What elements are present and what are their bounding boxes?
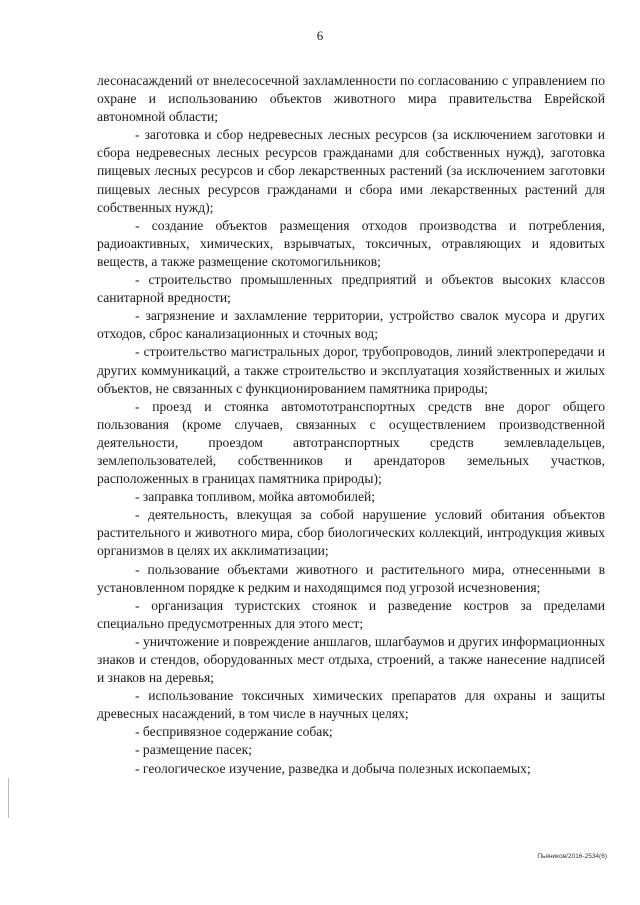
list-item: - использование токсичных химических препаратов для охраны и защиты древесных насаждений, в том числе в научных целях; (97, 688, 605, 722)
document-body (97, 72, 605, 778)
list-item: - проезд и стоянка автомототранспортных средств вне дорог общего пользования (кроме случаев, связанных с осуществлением производственной деятельности, проездом автотранспортных средств землевладельцев, землепользователей, собственников и арендаторов земельных участков, расположенных в границах памятника природы); (97, 398, 605, 487)
list-item: - организация туристских стоянок и разведение костров за пределами специально предусмотренных для этого мест; (97, 597, 605, 631)
list-item: - заготовка и сбор недревесных лесных ресурсов (за исключением заготовки и сбора недревесных лесных ресурсов гражданами для собственных нужд), заготовка пищевых лесных ресурсов и сбор лекарственных растений (за исключением заготовки пищевых лесных ресурсов гражданами и сбора ими лекарственных растений для собственных нужд); (97, 127, 605, 215)
list-item: - строительство магистральных дорог, трубопроводов, линий электропередачи и других коммуникаций, а также строительство и эксплуатация хозяйственных и жилых объектов, не связанных с функционированием памятника природы; (97, 344, 605, 396)
list-item: - строительство промышленных предприятий и объектов высоких классов санитарной вредности; (97, 272, 605, 306)
list-item: - загрязнение и захламление территории, устройство свалок мусора и других отходов, сброс канализационных и сточных вод; (97, 308, 605, 342)
list-item: - заправка топливом, мойка автомобилей; (135, 489, 376, 505)
document-reference: Пьяников/2016-2534(6) (537, 853, 607, 860)
scan-margin-mark (8, 778, 9, 818)
list-item: - деятельность, влекущая за собой нарушение условий обитания объектов растительного и животного мира, сбор биологических коллекций, интродукция живых организмов в целях их акклиматизации; (97, 507, 605, 559)
list-item: - создание объектов размещения отходов производства и потребления, радиоактивных, химических, взрывчатых, токсичных, отравляющих и ядовитых веществ, а также размещение скотомогильников; (97, 217, 605, 269)
list-item: - уничтожение и повреждение аншлагов, шлагбаумов и других информационных знаков и стендов, оборудованных мест отдыха, строений, а также нанесение надписей и знаков на деревья; (97, 633, 605, 686)
list-item: - размещение пасек; (135, 742, 252, 758)
page-number: 6 (316, 28, 324, 43)
list-item: - геологическое изучение, разведка и добыча полезных ископаемых; (135, 760, 531, 776)
list-item: - беспривязное содержание собак; (135, 724, 333, 740)
paragraph-continuation: лесонасаждений от внелесосечной захламленности по согласованию с управлением по охране и использованию объектов животного мира правительства Еврейской автономной области; (97, 73, 605, 125)
list-item: - пользование объектами животного и растительного мира, отнесенными в установленном порядке к редким и находящимся под угрозой исчезновения; (97, 561, 605, 595)
